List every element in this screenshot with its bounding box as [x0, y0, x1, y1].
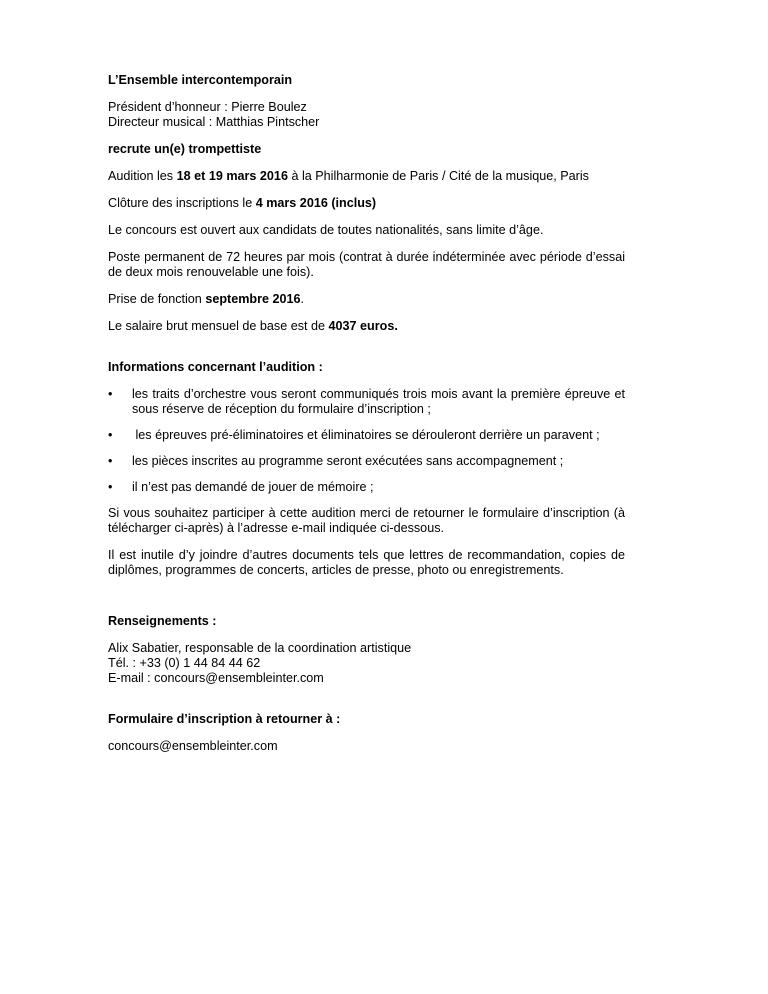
audition-line: [108, 169, 625, 184]
contact-email: E-mail : concours@ensembleinter.com: [108, 671, 324, 685]
leadership-block: [108, 100, 625, 130]
list-item-text: il n’est pas demandé de jouer de mémoire ;: [132, 480, 374, 494]
closing-prefix: Clôture des inscriptions le: [108, 196, 256, 210]
audition-suffix: à la Philharmonie de Paris / Cité de la musique, Paris: [287, 169, 589, 183]
contact-block: [108, 641, 625, 686]
contact-name: Alix Sabatier, responsable de la coordination artistique: [108, 641, 412, 655]
closing-line: [108, 196, 625, 211]
salary-prefix: Le salaire brut mensuel de base est de: [108, 319, 329, 333]
position-paragraph: Poste permanent de 72 heures par mois (contrat à durée indéterminée avec période d’essai de deux mois renouvelable une fois).: [108, 250, 625, 279]
start-suffix: .: [300, 292, 305, 306]
form-email: concours@ensembleinter.com: [108, 739, 278, 753]
bullet-icon: •: [108, 387, 113, 401]
participate-paragraph: Si vous souhaitez participer à cette audition merci de retourner le formulaire d’inscription (à télécharger ci-après) à l’adresse e-mail indiquée ci-dessous.: [108, 506, 625, 535]
info-list: [108, 387, 625, 495]
closing-date: 4 mars 2016 (inclus): [255, 196, 377, 210]
list-item: [108, 480, 625, 495]
start-line: [108, 292, 625, 307]
document-page: [108, 73, 625, 766]
info-heading: Informations concernant l’audition :: [108, 360, 323, 374]
bullet-icon: •: [108, 480, 113, 494]
org-name: L’Ensemble intercontemporain: [108, 73, 293, 87]
list-item-text: les pièces inscrites au programme seront exécutées sans accompagnement ;: [132, 454, 564, 468]
salary-line: [108, 319, 625, 334]
useless-paragraph: Il est inutile d’y joindre d’autres documents tels que lettres de recommandation, copies de diplômes, programmes de concerts, articles de presse, photo ou enregistrements.: [108, 548, 625, 577]
open-paragraph: Le concours est ouvert aux candidats de toutes nationalités, sans limite d’âge.: [108, 223, 544, 237]
list-item-text: les épreuves pré-éliminatoires et éliminatoires se dérouleront derrière un paravent ;: [132, 428, 600, 442]
start-prefix: Prise de fonction: [108, 292, 206, 306]
list-item: [108, 428, 625, 443]
audition-prefix: Audition les: [108, 169, 177, 183]
audition-dates: 18 et 19 mars 2016: [176, 169, 288, 183]
president-line: Président d’honneur : Pierre Boulez: [108, 100, 307, 114]
bullet-icon: •: [108, 428, 113, 442]
list-item: [108, 387, 625, 417]
start-date: septembre 2016: [205, 292, 301, 306]
list-item: [108, 454, 625, 469]
contact-heading: Renseignements :: [108, 614, 217, 628]
list-item-text: les traits d’orchestre vous seront communiqués trois mois avant la première épreuve et sous réserve de réception du formulaire d’inscription ;: [132, 387, 625, 416]
director-line: Directeur musical : Matthias Pintscher: [108, 115, 320, 129]
recruit-line: recrute un(e) trompettiste: [108, 142, 262, 156]
form-heading: Formulaire d’inscription à retourner à :: [108, 712, 341, 726]
bullet-icon: •: [108, 454, 113, 468]
contact-phone: Tél. : +33 (0) 1 44 84 44 62: [108, 656, 261, 670]
salary-amount: 4037 euros.: [328, 319, 398, 333]
